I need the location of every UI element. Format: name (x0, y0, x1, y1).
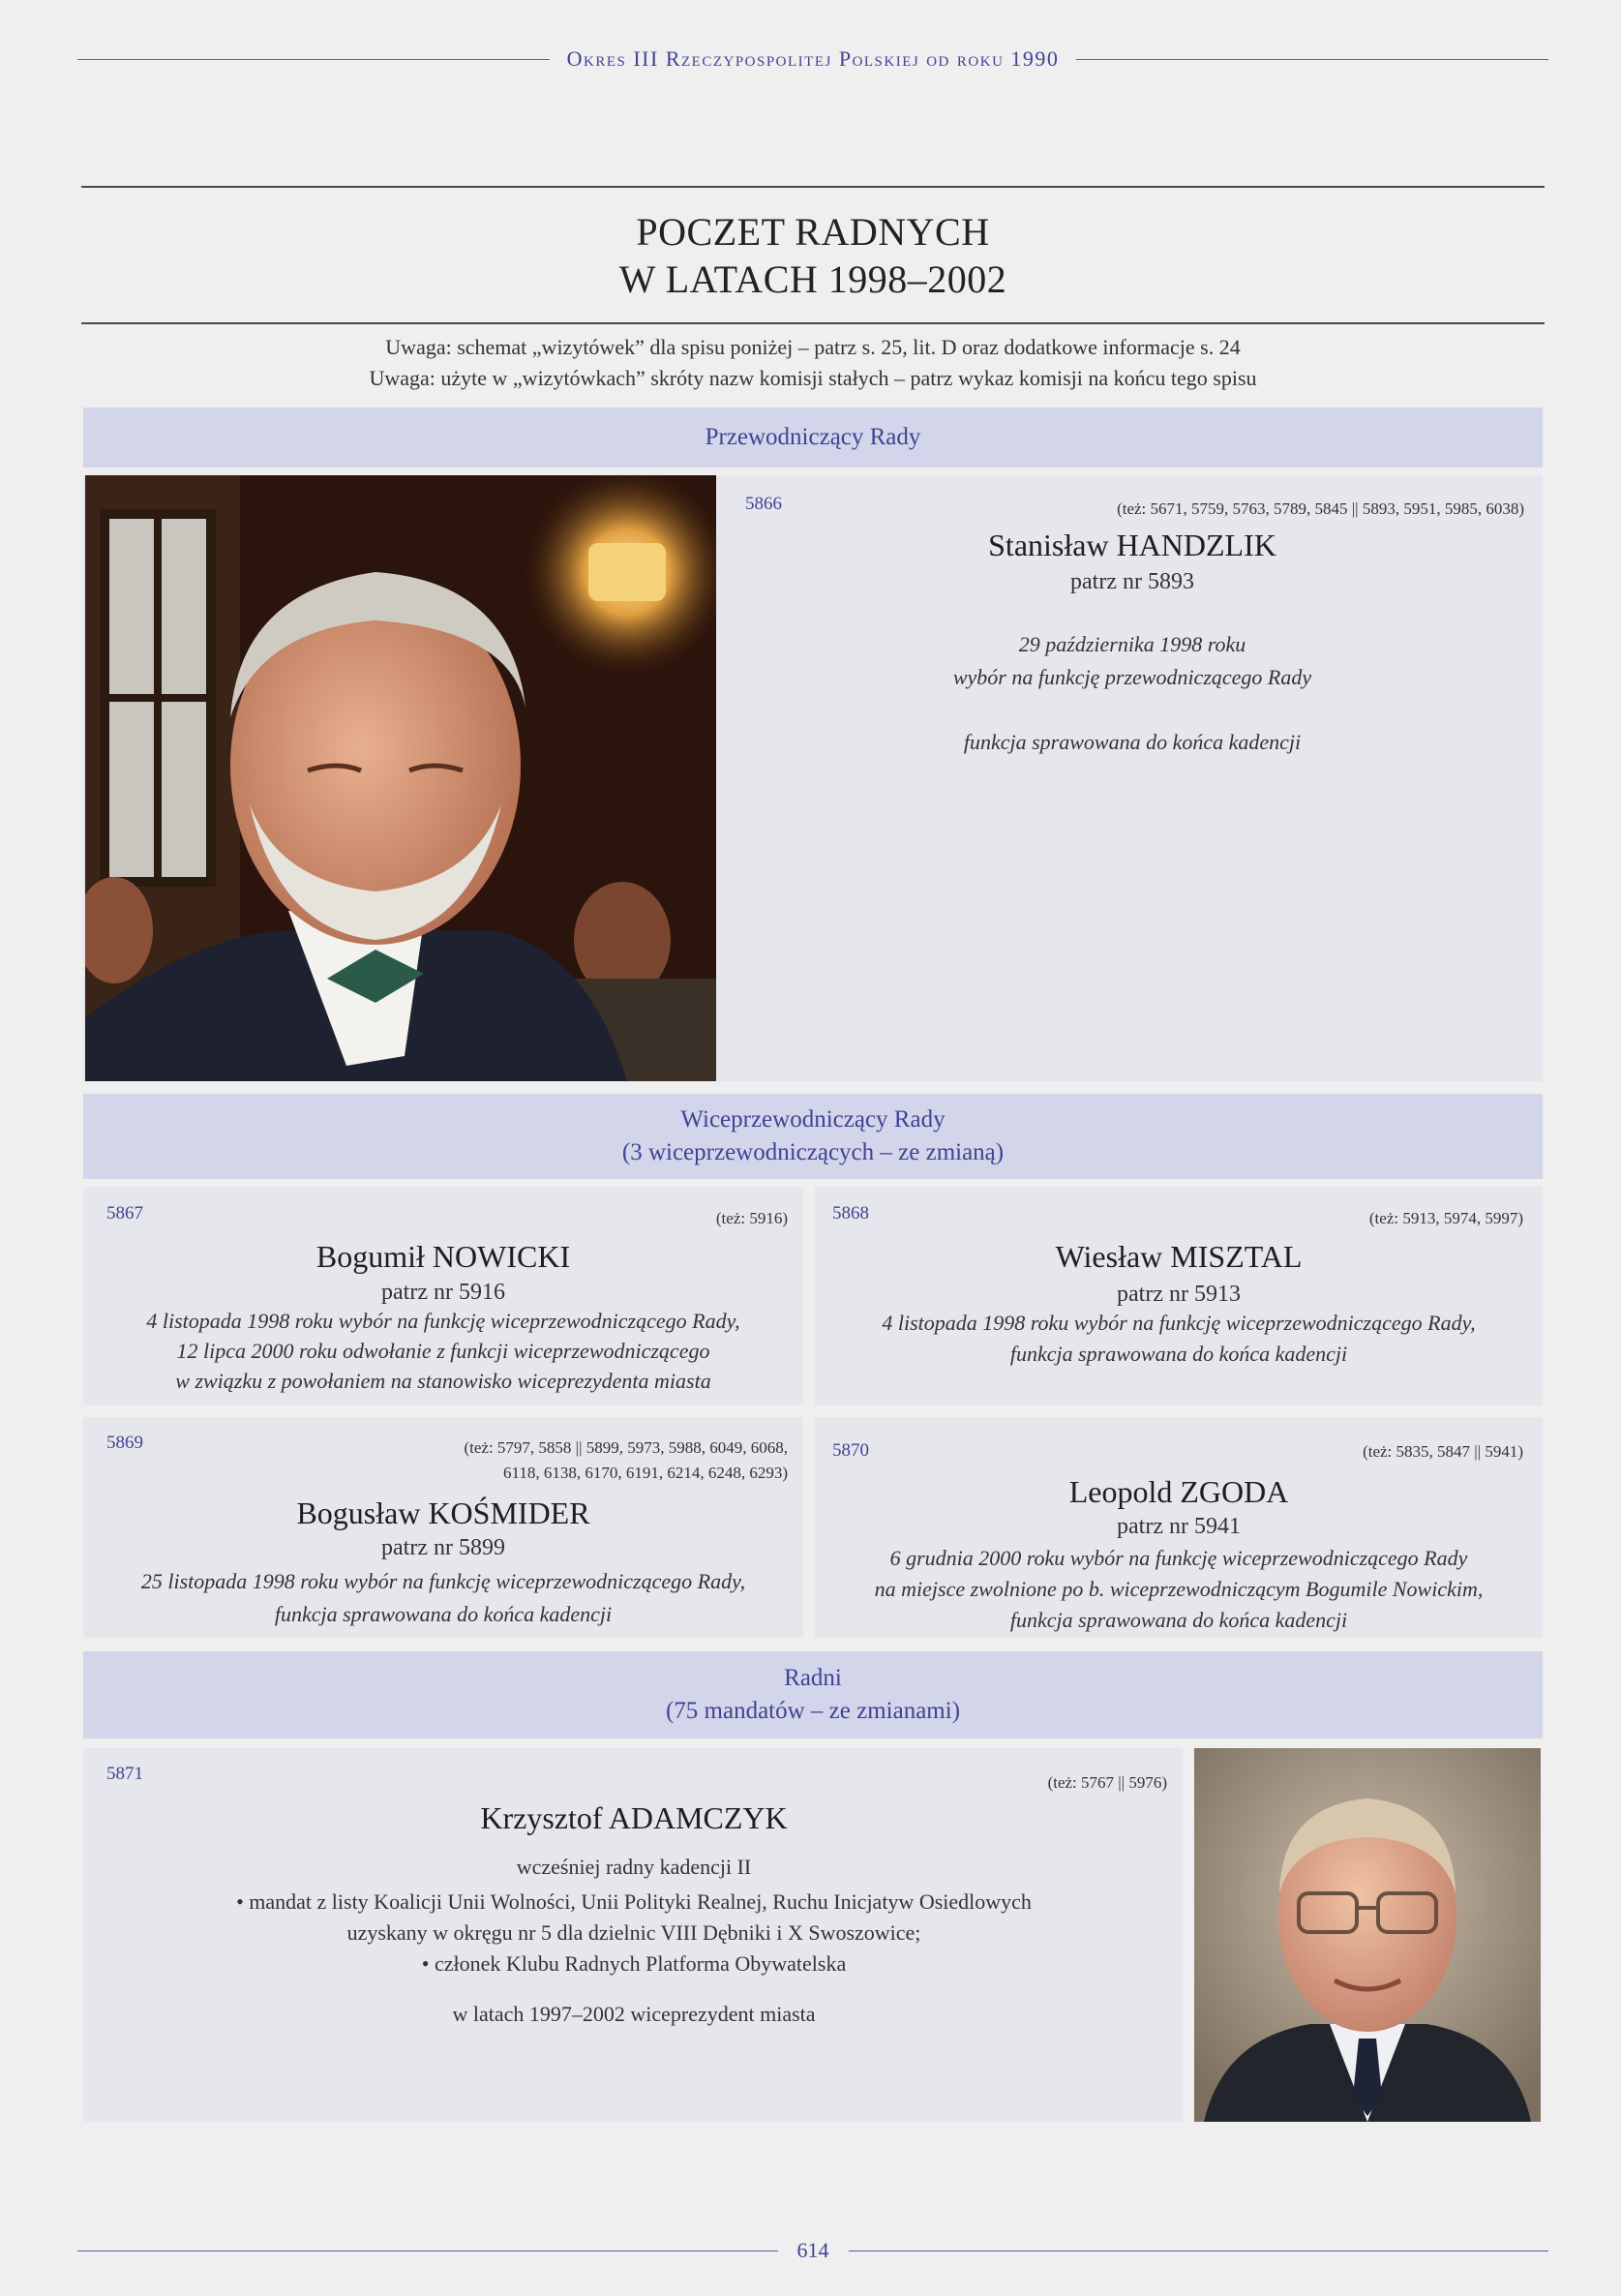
councillor-adamczyk-portrait-photo (1194, 1748, 1541, 2122)
vice-kosmider-tez-line1: (też: 5797, 5858 || 5899, 5973, 5988, 6049, 6068, (464, 1438, 788, 1457)
councillor-adamczyk-prev: wcześniej radny kadencji II (516, 1855, 752, 1879)
section-chair-band (83, 408, 1543, 468)
section-vice-title: Wiceprzewodniczący Rady (680, 1106, 946, 1133)
vice-zgoda-line3: funkcja sprawowana do końca kadencji (1009, 1608, 1348, 1632)
title-rule-top (81, 186, 1545, 188)
councillor-adamczyk-number: 5871 (106, 1764, 143, 1784)
chair-tenure: funkcja sprawowana do końca kadencji (963, 730, 1302, 754)
vice-kosmider-line1: 25 listopada 1998 roku wybór na funkcję wiceprzewodniczącego Rady, (140, 1569, 746, 1593)
vice-nowicki-see: patrz nr 5916 (381, 1280, 505, 1305)
vice-misztal-line2: funkcja sprawowana do końca kadencji (1009, 1342, 1348, 1366)
title-rule-bottom (81, 322, 1545, 324)
vice-kosmider-number: 5869 (106, 1433, 143, 1453)
chair-name: Stanisław HANDZLIK (988, 528, 1276, 562)
vice-nowicki-number: 5867 (106, 1203, 143, 1224)
section-councillors-band (83, 1651, 1543, 1738)
section-vice-band (83, 1094, 1543, 1179)
chair-date: 29 października 1998 roku (1018, 632, 1246, 656)
vice-nowicki-tez: (też: 5916) (715, 1209, 788, 1227)
section-vice-subtitle: (3 wiceprzewodniczących – ze zmianą) (621, 1139, 1005, 1165)
vice-nowicki-line3: w związku z powołaniem na stanowisko wiceprezydenta miasta (175, 1369, 711, 1393)
vice-nowicki-line1: 4 listopada 1998 roku wybór na funkcję wiceprzewodniczącego Rady, (146, 1309, 740, 1333)
vice-zgoda-number: 5870 (832, 1440, 869, 1461)
vice-zgoda-see: patrz nr 5941 (1117, 1514, 1241, 1539)
page-title-line1: POCZET RADNYCH (636, 210, 990, 254)
running-header-text: Okres III Rzeczypospolitej Polskiej od roku 1990 (566, 46, 1060, 71)
vice-misztal-number: 5868 (832, 1203, 869, 1224)
chair-portrait-illustration (85, 475, 716, 1081)
chair-portrait-photo (85, 475, 716, 1081)
page-footer (77, 2234, 1548, 2267)
councillor-adamczyk-bullet1-line1: • mandat z listy Koalicji Unii Wolności, Unii Polityki Realnej, Ruchu Inicjatyw Osiedlowych (236, 1889, 1032, 1914)
councillor-adamczyk-bullet2: • członek Klubu Radnych Platforma Obywatelska (421, 1951, 847, 1976)
vice-nowicki-name: Bogumił NOWICKI (315, 1239, 571, 1274)
vice-zgoda-name: Leopold ZGODA (1068, 1474, 1289, 1509)
councillor-adamczyk-name: Krzysztof ADAMCZYK (480, 1800, 788, 1835)
page-title-line2: W LATACH 1998–2002 (618, 257, 1007, 301)
vice-misztal-name: Wiesław MISZTAL (1055, 1239, 1303, 1274)
councillor-adamczyk-extra: w latach 1997–2002 wiceprezydent miasta (452, 2002, 816, 2026)
vice-kosmider-see: patrz nr 5899 (381, 1535, 505, 1560)
councillor-adamczyk-tez: (też: 5767 || 5976) (1047, 1773, 1167, 1792)
councillor-portrait-illustration (1194, 1748, 1541, 2122)
chair-entry-number: 5866 (745, 494, 782, 514)
running-header (77, 45, 1548, 74)
vice-zgoda-line2: na miejsce zwolnione po b. wiceprzewodniczącym Bogumile Nowickim, (874, 1577, 1484, 1601)
vice-misztal-line1: 4 listopada 1998 roku wybór na funkcję wiceprzewodniczącego Rady, (882, 1311, 1476, 1335)
chair-event: wybór na funkcję przewodniczącego Rady (952, 665, 1312, 689)
vice-kosmider-line2: funkcja sprawowana do końca kadencji (274, 1602, 613, 1626)
vice-nowicki-line2: 12 lipca 2000 roku odwołanie z funkcji wiceprzewodniczącego (176, 1339, 710, 1363)
section-councillors-title: Radni (784, 1665, 842, 1691)
section-chair-title: Przewodniczący Rady (705, 424, 921, 450)
vice-kosmider-name: Bogusław KOŚMIDER (296, 1495, 590, 1530)
chair-see-ref: patrz nr 5893 (1070, 569, 1194, 594)
header-rule-left (77, 59, 550, 60)
header-rule-right (1076, 59, 1548, 60)
vice-misztal-see: patrz nr 5913 (1117, 1282, 1241, 1307)
note-schema: Uwaga: schemat „wizytówek” dla spisu poniżej – patrz s. 25, lit. D oraz dodatkowe informacje s. 24 (385, 335, 1241, 359)
section-councillors-subtitle: (75 mandatów – ze zmianami) (665, 1698, 961, 1724)
page-number: 614 (796, 2238, 829, 2262)
vice-misztal-tez: (też: 5913, 5974, 5997) (1368, 1209, 1523, 1227)
vice-zgoda-line1: 6 grudnia 2000 roku wybór na funkcję wiceprzewodniczącego Rady (889, 1546, 1468, 1570)
note-abbreviations: Uwaga: użyte w „wizytówkach” skróty nazw komisji stałych – patrz wykaz komisji na końcu tego spisu (369, 366, 1257, 390)
vice-zgoda-tez: (też: 5835, 5847 || 5941) (1363, 1442, 1523, 1461)
chair-tez-refs: (też: 5671, 5759, 5763, 5789, 5845 || 5893, 5951, 5985, 6038) (1117, 499, 1524, 518)
councillor-adamczyk-bullet1-line2: uzyskany w okręgu nr 5 dla dzielnic VIII Dębniki i X Swoszowice; (346, 1920, 921, 1945)
vice-kosmider-tez-line2: 6118, 6138, 6170, 6191, 6214, 6248, 6293) (502, 1464, 788, 1482)
